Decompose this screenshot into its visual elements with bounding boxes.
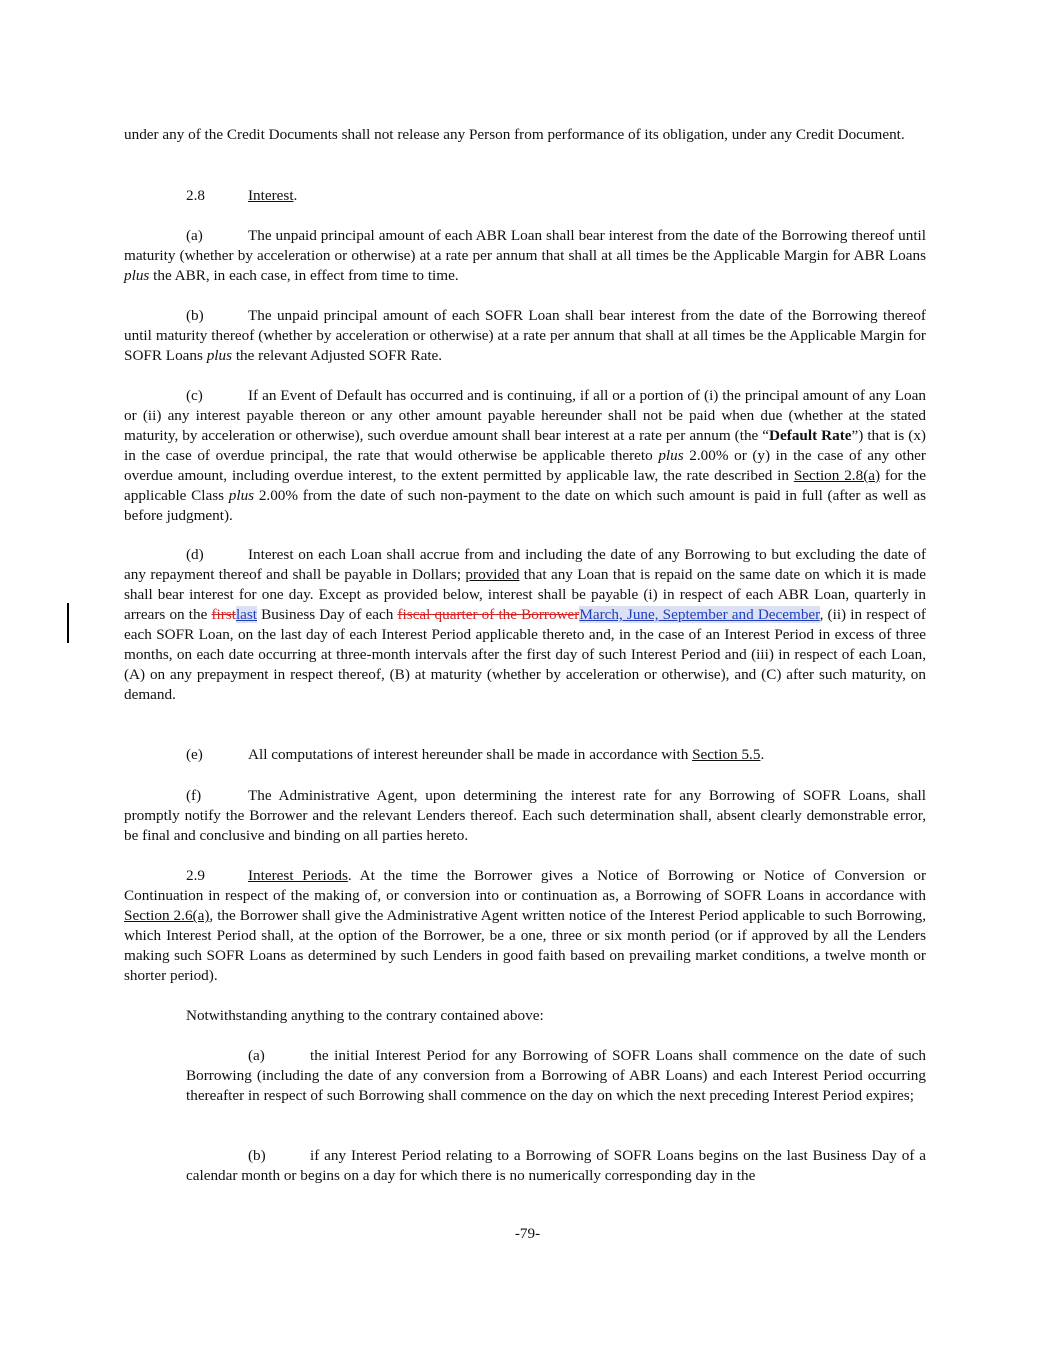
defined-term: Default Rate	[769, 427, 852, 444]
clause-c: (c) If an Event of Default has occurred and is continuing, if all or a portion of (i) the principal amount of any Loan or (ii) any interest payable thereon or any other amount payable hereunder shall not be paid when due (whether at the stated maturity, by acceleration or otherwise), such overdue amount shall bear interest at a rate per annum (the “Default Rate”) that is (x) in the case of overdue principal, the rate that would otherwise be applicable thereto plus 2.00% or (y) in the case of any other overdue amount, including overdue interest, to the extent permitted by applicable law, the rate described in Section 2.8(a) for the applicable Class plus 2.00% from the date of such non-payment to the date on which such amount is paid in full (after as well as before judgment).	[124, 387, 927, 524]
deleted-text: fiscal quarter of the Borrower	[397, 606, 580, 623]
section-title: Interest	[248, 187, 294, 204]
section-2-9: 2.9 Interest Periods. At the time the Borrower gives a Notice of Borrowing or Notice of Conversion or Continuation in respect of the making of, or conversion into or continuation as, a Borrowing of SOFR Loans in accordance with Section 2.6(a), the Borrower shall give the Administrative Agent written notice of the Interest Period applicable to such Borrowing, which Interest Period shall, at the option of the Borrower, be a one, three or six month period (or if approved by all the Lenders making such SOFR Loans as determined by such Lenders in good faith based on prevailing market conditions, a twelve month or shorter period).	[124, 867, 927, 984]
section-2-8-heading: 2.8 Interest.	[186, 187, 298, 204]
interest-period-rule-b: (b) if any Interest Period relating to a Borrowing of SOFR Loans begins on the last Business Day of a calendar month or begins on a day for which there is no numerically corresponding day in the	[186, 1147, 926, 1184]
cross-reference: Section 2.8(a)	[793, 467, 881, 484]
page-number: -79-	[514, 1225, 541, 1242]
interest-period-rule-a: (a) the initial Interest Period for any Borrowing of SOFR Loans shall commence on the date of such Borrowing (including the date of any conversion from a Borrowing of ABR Loans) and each Interest Period occurring thereafter in respect of such Borrowing shall commence on the day on which the next preceding Interest Period expires;	[186, 1047, 926, 1104]
clause-a: (a) The unpaid principal amount of each ABR Loan shall bear interest from the date of the Borrowing thereof until maturity (whether by acceleration or otherwise) at a rate per annum that shall at all times be the Applicable Margin for ABR Loans plus the ABR, in each case, in effect from time to time.	[124, 227, 926, 284]
clause-f: (f) The Administrative Agent, upon determining the interest rate for any Borrowing of SOFR Loans, shall promptly notify the Borrower and the relevant Lenders thereof. Each such determination shall, absent clearly demonstrable error, be final and conclusive and binding on all parties hereto.	[124, 787, 926, 844]
deleted-text: first	[211, 606, 236, 623]
clause-b: (b) The unpaid principal amount of each SOFR Loan shall bear interest from the date of the Borrowing thereof until maturity thereof (whether by acceleration or otherwise) at a rate per annum that shall at all times be the Applicable Margin for SOFR Loans plus the relevant Adjusted SOFR Rate.	[124, 307, 926, 364]
paragraph-continuation: under any of the Credit Documents shall not release any Person from performance of its obligation, under any Credit Document.	[124, 126, 905, 143]
notwithstanding-paragraph: Notwithstanding anything to the contrary contained above:	[186, 1007, 544, 1024]
cross-reference: Section 2.6(a)	[124, 907, 210, 924]
clause-d: (d) Interest on each Loan shall accrue from and including the date of any Borrowing to but excluding the date of any repayment thereof and shall be payable in Dollars; provided that any Loan that is repaid on the same date on which it is made shall bear interest for one day. Except as provided below, interest shall be payable (i) in respect of each ABR Loan, quarterly in arrears on the firstlast Business Day of each fiscal quarter of the BorrowerMarch, June, September and December, (ii) in respect of each SOFR Loan, on the last day of each Interest Period applicable thereto and, in the case of an Interest Period in excess of three months, on each date occurring at three-month intervals after the first day of such Interest Period and (iii) in respect of each Loan, (A) on any prepayment in respect thereof, (B) at maturity (whether by acceleration or otherwise), and (C) after such maturity, on demand.	[124, 546, 926, 703]
inserted-text: March, June, September and December	[579, 606, 820, 623]
section-title: Interest Periods	[248, 867, 348, 884]
revision-change-bar	[67, 603, 69, 643]
inserted-text: last	[235, 606, 258, 623]
cross-reference: Section 5.5	[692, 746, 761, 763]
clause-e: (e) All computations of interest hereunder shall be made in accordance with Section 5.5.	[186, 746, 765, 763]
